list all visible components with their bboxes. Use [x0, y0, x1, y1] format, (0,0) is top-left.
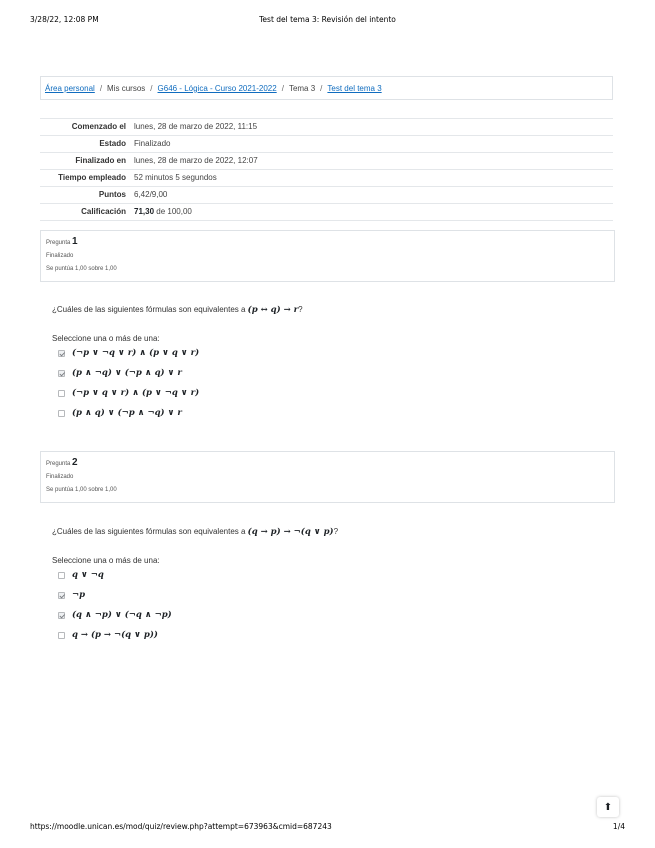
option-formula: (¬p ∨ q ∨ r) ∧ (p ∨ ¬q ∨ r)	[72, 388, 200, 398]
arrow-up-icon: ⬆	[603, 801, 613, 813]
question-1-info	[40, 230, 615, 282]
option-formula: q ∨ ¬q	[72, 570, 104, 580]
breadcrumb-separator: /	[320, 83, 323, 93]
summary-key: Finalizado en	[40, 153, 130, 170]
question-2-option-4[interactable]	[58, 628, 158, 642]
print-page-number: 1/4	[612, 822, 625, 831]
summary-value: lunes, 28 de marzo de 2022, 12:07	[130, 153, 613, 170]
option-formula: (¬p ∨ ¬q ∨ r) ∧ (p ∨ q ∨ r)	[72, 348, 200, 358]
summary-key: Calificación	[40, 204, 130, 221]
checkbox-unchecked[interactable]	[58, 410, 65, 417]
question-mark: Se puntúa 1,00 sobre 1,00	[46, 266, 117, 272]
checkbox-unchecked[interactable]	[58, 390, 65, 397]
breadcrumb-separator: /	[281, 83, 284, 93]
question-1-option-2[interactable]	[58, 366, 182, 380]
question-number: 1	[72, 236, 78, 247]
summary-value: lunes, 28 de marzo de 2022, 11:15	[130, 119, 613, 136]
question-formula: (q → p) → ¬(q ∨ p)	[247, 527, 334, 537]
summary-value	[130, 204, 613, 221]
summary-key: Estado	[40, 136, 130, 153]
breadcrumb-course[interactable]: G646 - Lógica - Curso 2021-2022	[157, 83, 277, 93]
question-2-option-1[interactable]	[58, 568, 104, 582]
attempt-summary-table	[40, 118, 613, 221]
question-2-text: ¿Cuáles de las siguientes fórmulas son equivalentes a (q → p) → ¬(q ∨ p)?	[52, 527, 339, 537]
option-formula: (p ∧ q) ∨ (¬p ∧ ¬q) ∨ r	[72, 408, 182, 418]
question-state: Finalizado	[46, 474, 74, 480]
summary-value: 52 minutos 5 segundos	[130, 170, 613, 187]
summary-row-state	[40, 136, 613, 153]
question-1-text: ¿Cuáles de las siguientes fórmulas son equivalentes a (p ↔ q) → r?	[52, 305, 303, 315]
checkbox-checked[interactable]	[58, 350, 65, 357]
print-footer	[0, 822, 655, 836]
grade-total: de 100,00	[154, 207, 192, 216]
summary-row-started	[40, 119, 613, 136]
question-label: Pregunta	[46, 461, 71, 467]
checkbox-unchecked[interactable]	[58, 572, 65, 579]
summary-value: Finalizado	[130, 136, 613, 153]
breadcrumb-separator: /	[150, 83, 153, 93]
option-formula: (p ∧ ¬q) ∨ (¬p ∧ q) ∨ r	[72, 368, 182, 378]
print-date: 3/28/22, 12:08 PM	[30, 15, 99, 24]
summary-row-points	[40, 187, 613, 204]
checkbox-checked[interactable]	[58, 612, 65, 619]
checkbox-checked[interactable]	[58, 370, 65, 377]
question-label: Pregunta	[46, 240, 71, 246]
summary-row-time	[40, 170, 613, 187]
question-state: Finalizado	[46, 253, 74, 259]
option-formula: ¬p	[72, 590, 86, 600]
print-header	[0, 15, 655, 29]
question-1-option-1[interactable]	[58, 346, 199, 360]
question-2-option-2[interactable]	[58, 588, 85, 602]
question-formula: (p ↔ q) → r	[247, 305, 299, 315]
breadcrumb-area-personal[interactable]: Área personal	[45, 83, 95, 93]
checkbox-unchecked[interactable]	[58, 632, 65, 639]
question-mark: Se puntúa 1,00 sobre 1,00	[46, 487, 117, 493]
summary-row-finished	[40, 153, 613, 170]
question-2-prompt: Seleccione una o más de una:	[52, 556, 160, 565]
question-2-option-3[interactable]	[58, 608, 172, 622]
breadcrumb-separator: /	[99, 83, 103, 93]
checkbox-checked[interactable]	[58, 592, 65, 599]
question-2-info	[40, 451, 615, 503]
summary-key: Puntos	[40, 187, 130, 204]
print-title: Test del tema 3: Revisión del intento	[259, 15, 396, 24]
breadcrumb-mis-cursos: Mis cursos	[107, 83, 146, 93]
print-url: https://moodle.unican.es/mod/quiz/review.php?attempt=673963&cmid=687243	[30, 822, 332, 831]
breadcrumb-tema: Tema 3	[288, 83, 316, 93]
question-1-prompt: Seleccione una o más de una:	[52, 334, 160, 343]
question-number: 2	[72, 457, 78, 468]
summary-row-grade	[40, 204, 613, 221]
grade-value: 71,30	[134, 207, 155, 216]
question-1-option-3[interactable]	[58, 386, 199, 400]
summary-value: 6,42/9,00	[130, 187, 613, 204]
summary-key: Tiempo empleado	[40, 170, 130, 187]
question-1-option-4[interactable]	[58, 406, 182, 420]
breadcrumb-test[interactable]: Test del tema 3	[327, 83, 382, 93]
summary-key: Comenzado el	[40, 119, 130, 136]
scroll-top-button[interactable]	[597, 797, 619, 817]
breadcrumb	[40, 76, 613, 100]
option-formula: q → (p → ¬(q ∨ p))	[72, 630, 158, 640]
option-formula: (q ∧ ¬p) ∨ (¬q ∧ ¬p)	[72, 610, 172, 620]
